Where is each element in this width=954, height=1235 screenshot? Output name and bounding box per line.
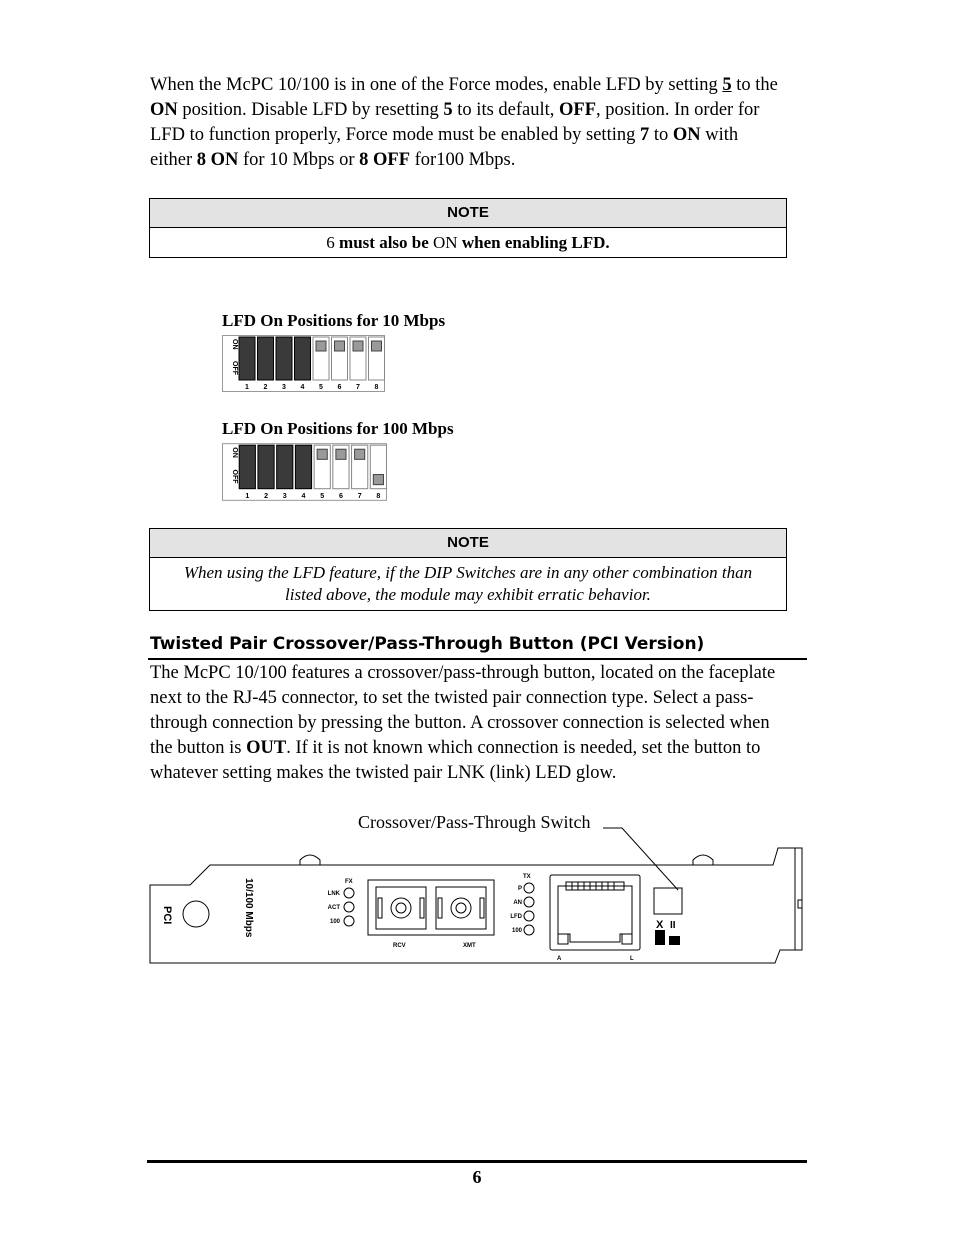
pci-faceplate-diagram: [140, 820, 810, 970]
dip-knob-7: [355, 449, 365, 459]
dip-on-label: ON: [231, 339, 238, 350]
label-act: ACT: [327, 905, 340, 911]
led-an: [524, 897, 534, 907]
dip-switch-100mbps: [222, 443, 387, 501]
dip-off-label: OFF: [231, 469, 240, 484]
switch-in-icon: [669, 936, 680, 945]
led-100-right: [524, 925, 534, 935]
section-heading: Twisted Pair Crossover/Pass-Through Button (PCI Version): [150, 634, 705, 654]
dip-knob-5: [316, 341, 326, 351]
page-number: 6: [472, 1167, 482, 1187]
label-p: P: [517, 886, 522, 892]
dip-number-1: 1: [245, 384, 249, 391]
note-header: NOTE: [150, 529, 786, 558]
dip-number-2: 2: [264, 491, 269, 500]
label-100-left: 100: [329, 919, 340, 925]
dip-switch-2: [258, 337, 274, 380]
dip-knob-5: [317, 449, 327, 459]
intro-paragraph: When the McPC 10/100 is in one of the Force modes, enable LFD by setting 5 to the ON position. Disable LFD by resetting 5 to its default, OFF, position. In order for LFD to function properly, Force mode must be enabled by setting 7 to ON with either 8 ON for 10 Mbps or 8 OFF for100 Mbps.: [150, 75, 778, 170]
label-speed: 10/100 Mbps: [243, 878, 254, 938]
label-rcv: RCV: [393, 943, 406, 949]
dip-number-3: 3: [282, 384, 286, 391]
note-box-lfd: [149, 198, 787, 258]
label-pci: PCI: [161, 906, 173, 925]
dip-number-7: 7: [357, 491, 362, 500]
crossover-switch: [654, 888, 682, 914]
led-lfd: [524, 911, 534, 921]
dip-number-4: 4: [300, 384, 305, 391]
led-p: [524, 883, 534, 893]
dip-switch-3: [276, 337, 292, 380]
note-body: When using the LFD feature, if the DIP Switches are in any other combination than listed above, the module may exhibit erratic behavior.: [183, 563, 753, 604]
dip-number-5: 5: [319, 384, 323, 391]
dip-number-8: 8: [376, 491, 381, 500]
label-x: X: [656, 919, 664, 931]
dip-number-7: 7: [356, 384, 360, 391]
dip-switch-2: [258, 445, 274, 489]
dip-knob-7: [353, 341, 363, 351]
dip-off-label: OFF: [231, 361, 238, 375]
dip-knob-8: [372, 341, 382, 351]
dip-switch-10mbps: [222, 335, 385, 392]
dip-number-5: 5: [320, 491, 325, 500]
label-fx: FX: [345, 879, 353, 885]
dip-number-6: 6: [337, 384, 342, 391]
dip-number-4: 4: [301, 491, 306, 500]
fiber-connector: [368, 880, 494, 935]
footer-rule: [147, 1160, 807, 1163]
label-an: AN: [513, 900, 522, 906]
led-lnk: [344, 888, 354, 898]
label-lfd: LFD: [510, 914, 522, 920]
dip-switch-1: [239, 337, 255, 380]
dip-caption-10mbps: LFD On Positions for 10 Mbps: [222, 311, 446, 330]
callout-label: Crossover/Pass-Through Switch: [358, 812, 591, 832]
dip-switch-3: [277, 445, 293, 489]
label-tx: TX: [523, 874, 531, 880]
label-a: A: [557, 956, 562, 962]
dip-knob-8: [373, 475, 383, 485]
dip-switch-1: [239, 445, 255, 489]
dip-number-2: 2: [263, 384, 268, 391]
note-header: NOTE: [150, 199, 786, 228]
mounting-hole: [183, 901, 209, 927]
led-100-left: [344, 916, 354, 926]
dip-switch-4: [295, 445, 311, 489]
label-xmt: XMT: [463, 943, 476, 949]
dip-number-3: 3: [282, 491, 287, 500]
dip-number-1: 1: [245, 491, 250, 500]
label-100-right: 100: [511, 928, 522, 934]
section-paragraph: The McPC 10/100 features a crossover/pass-through button, located on the faceplate next to the RJ-45 connector, to set the twisted pair connection type. Select a pass- through connection by pressing the button. A crossover connection is selected when the button is OUT. If it is not known which connection is needed, set the button to whatever setting makes the twisted pair LNK (link) LED glow.: [150, 663, 776, 783]
dip-number-6: 6: [338, 491, 343, 500]
label-l: L: [630, 956, 634, 962]
dip-knob-6: [336, 449, 346, 459]
dip-number-8: 8: [374, 384, 379, 391]
label-lnk: LNK: [327, 891, 340, 897]
led-act: [344, 902, 354, 912]
note-body: 6 must also be ON when enabling LFD.: [326, 233, 610, 252]
dip-knob-6: [335, 341, 345, 351]
dip-caption-100mbps: LFD On Positions for 100 Mbps: [222, 419, 454, 438]
dip-on-label: ON: [231, 447, 240, 458]
label-ii: II: [670, 920, 676, 931]
heading-rule: [148, 658, 807, 660]
note-box-erratic: [149, 528, 787, 611]
switch-out-icon: [655, 930, 665, 945]
dip-switch-4: [295, 337, 311, 380]
